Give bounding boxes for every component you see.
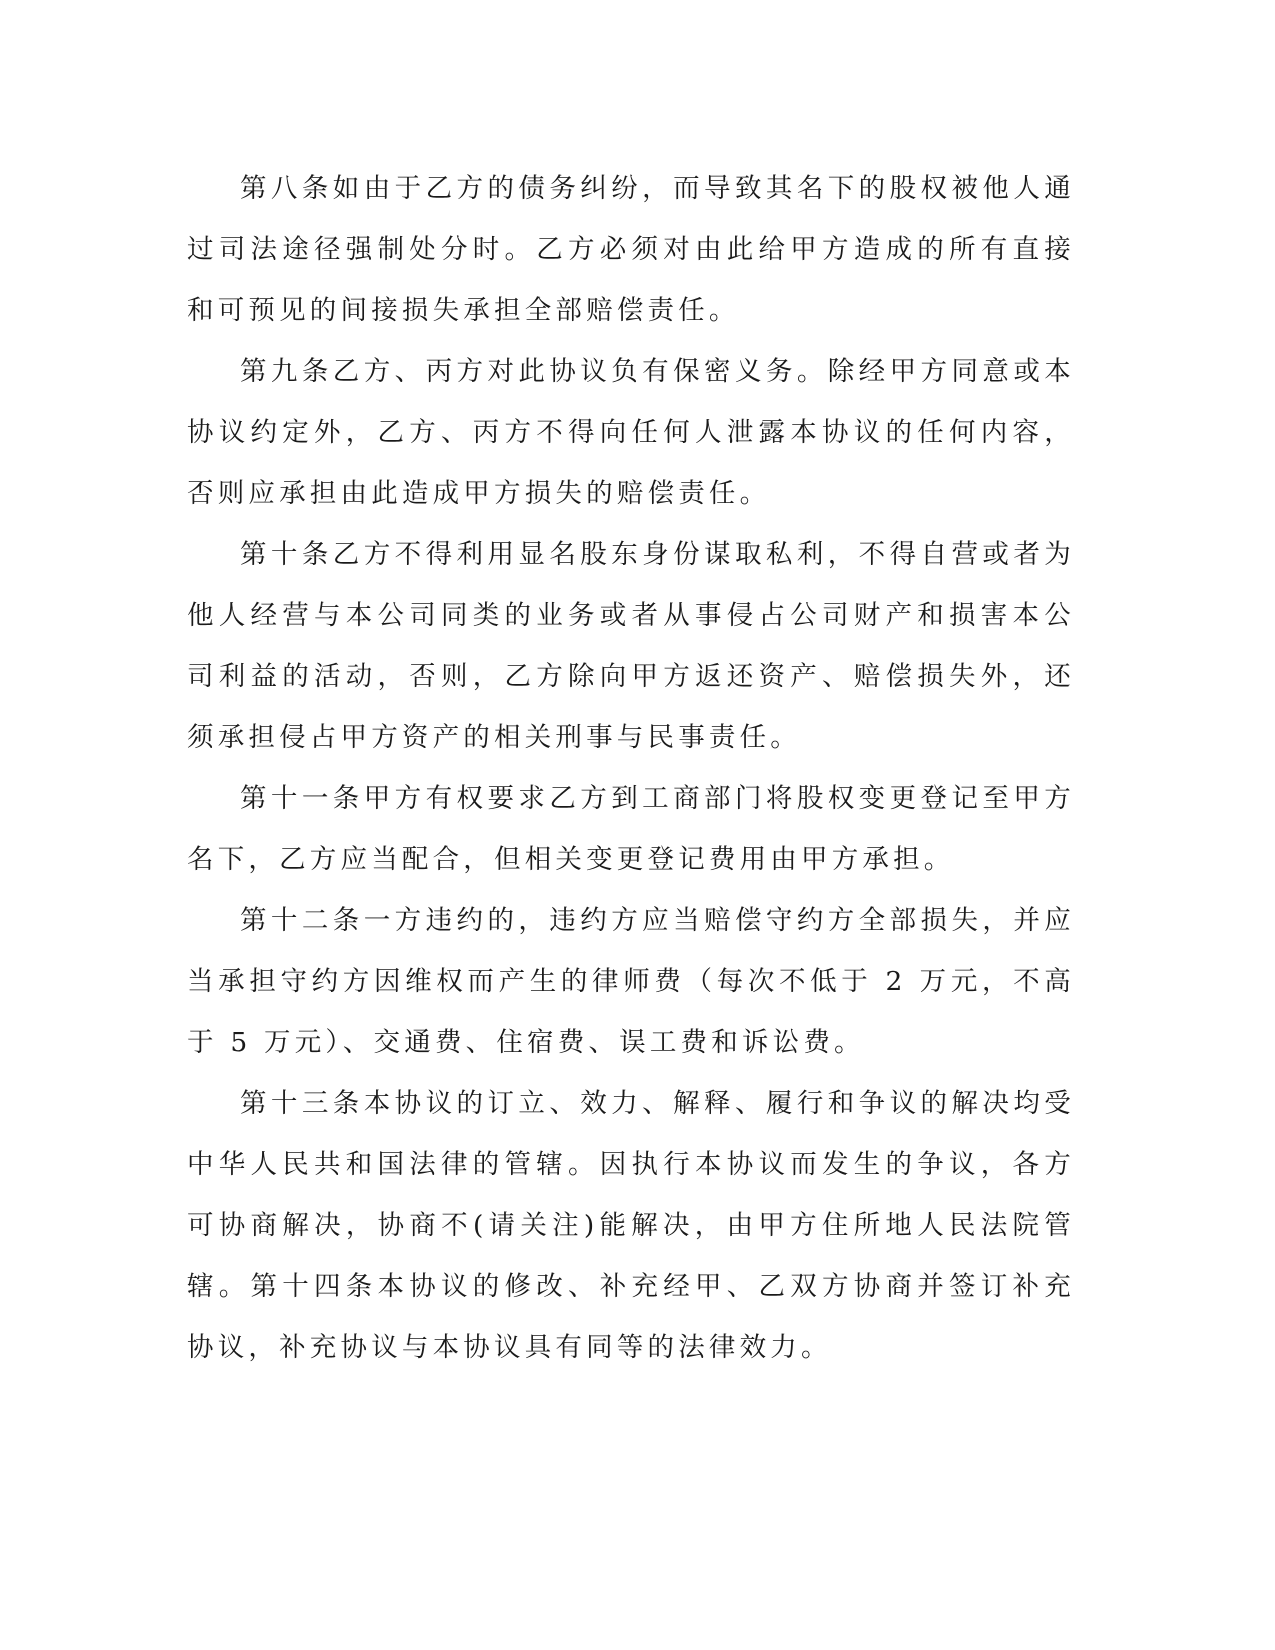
article-9-paragraph: 第九条乙方、丙方对此协议负有保密义务。除经甲方同意或本协议约定外，乙方、丙方不得向任何人泄露本协议的任何内容，否则应承担由此造成甲方损失的赔偿责任。 (187, 356, 1075, 509)
article-13-paragraph: 第十三条本协议的订立、效力、解释、履行和争议的解决均受中华人民共和国法律的管辖。因执行本协议而发生的争议，各方可协商解决，协商不(请关注)能解决，由甲方住所地人民法院管辖。第十四条本协议的修改、补充经甲、乙双方协商并签订补充协议，补充协议与本协议具有同等的法律效力。 (187, 1088, 1075, 1363)
document-body (187, 158, 1075, 1378)
article-10-paragraph: 第十条乙方不得利用显名股东身份谋取私利，不得自营或者为他人经营与本公司同类的业务或者从事侵占公司财产和损害本公司利益的活动，否则，乙方除向甲方返还资产、赔偿损失外，还须承担侵占甲方资产的相关刑事与民事责任。 (187, 539, 1075, 753)
article-11-paragraph: 第十一条甲方有权要求乙方到工商部门将股权变更登记至甲方名下，乙方应当配合，但相关变更登记费用由甲方承担。 (187, 783, 1075, 875)
article-8-paragraph: 第八条如由于乙方的债务纠纷，而导致其名下的股权被他人通过司法途径强制处分时。乙方必须对由此给甲方造成的所有直接和可预见的间接损失承担全部赔偿责任。 (187, 173, 1075, 326)
article-12-paragraph: 第十二条一方违约的，违约方应当赔偿守约方全部损失，并应当承担守约方因维权而产生的律师费（每次不低于 2 万元，不高于 5 万元）、交通费、住宿费、误工费和诉讼费。 (187, 905, 1075, 1058)
